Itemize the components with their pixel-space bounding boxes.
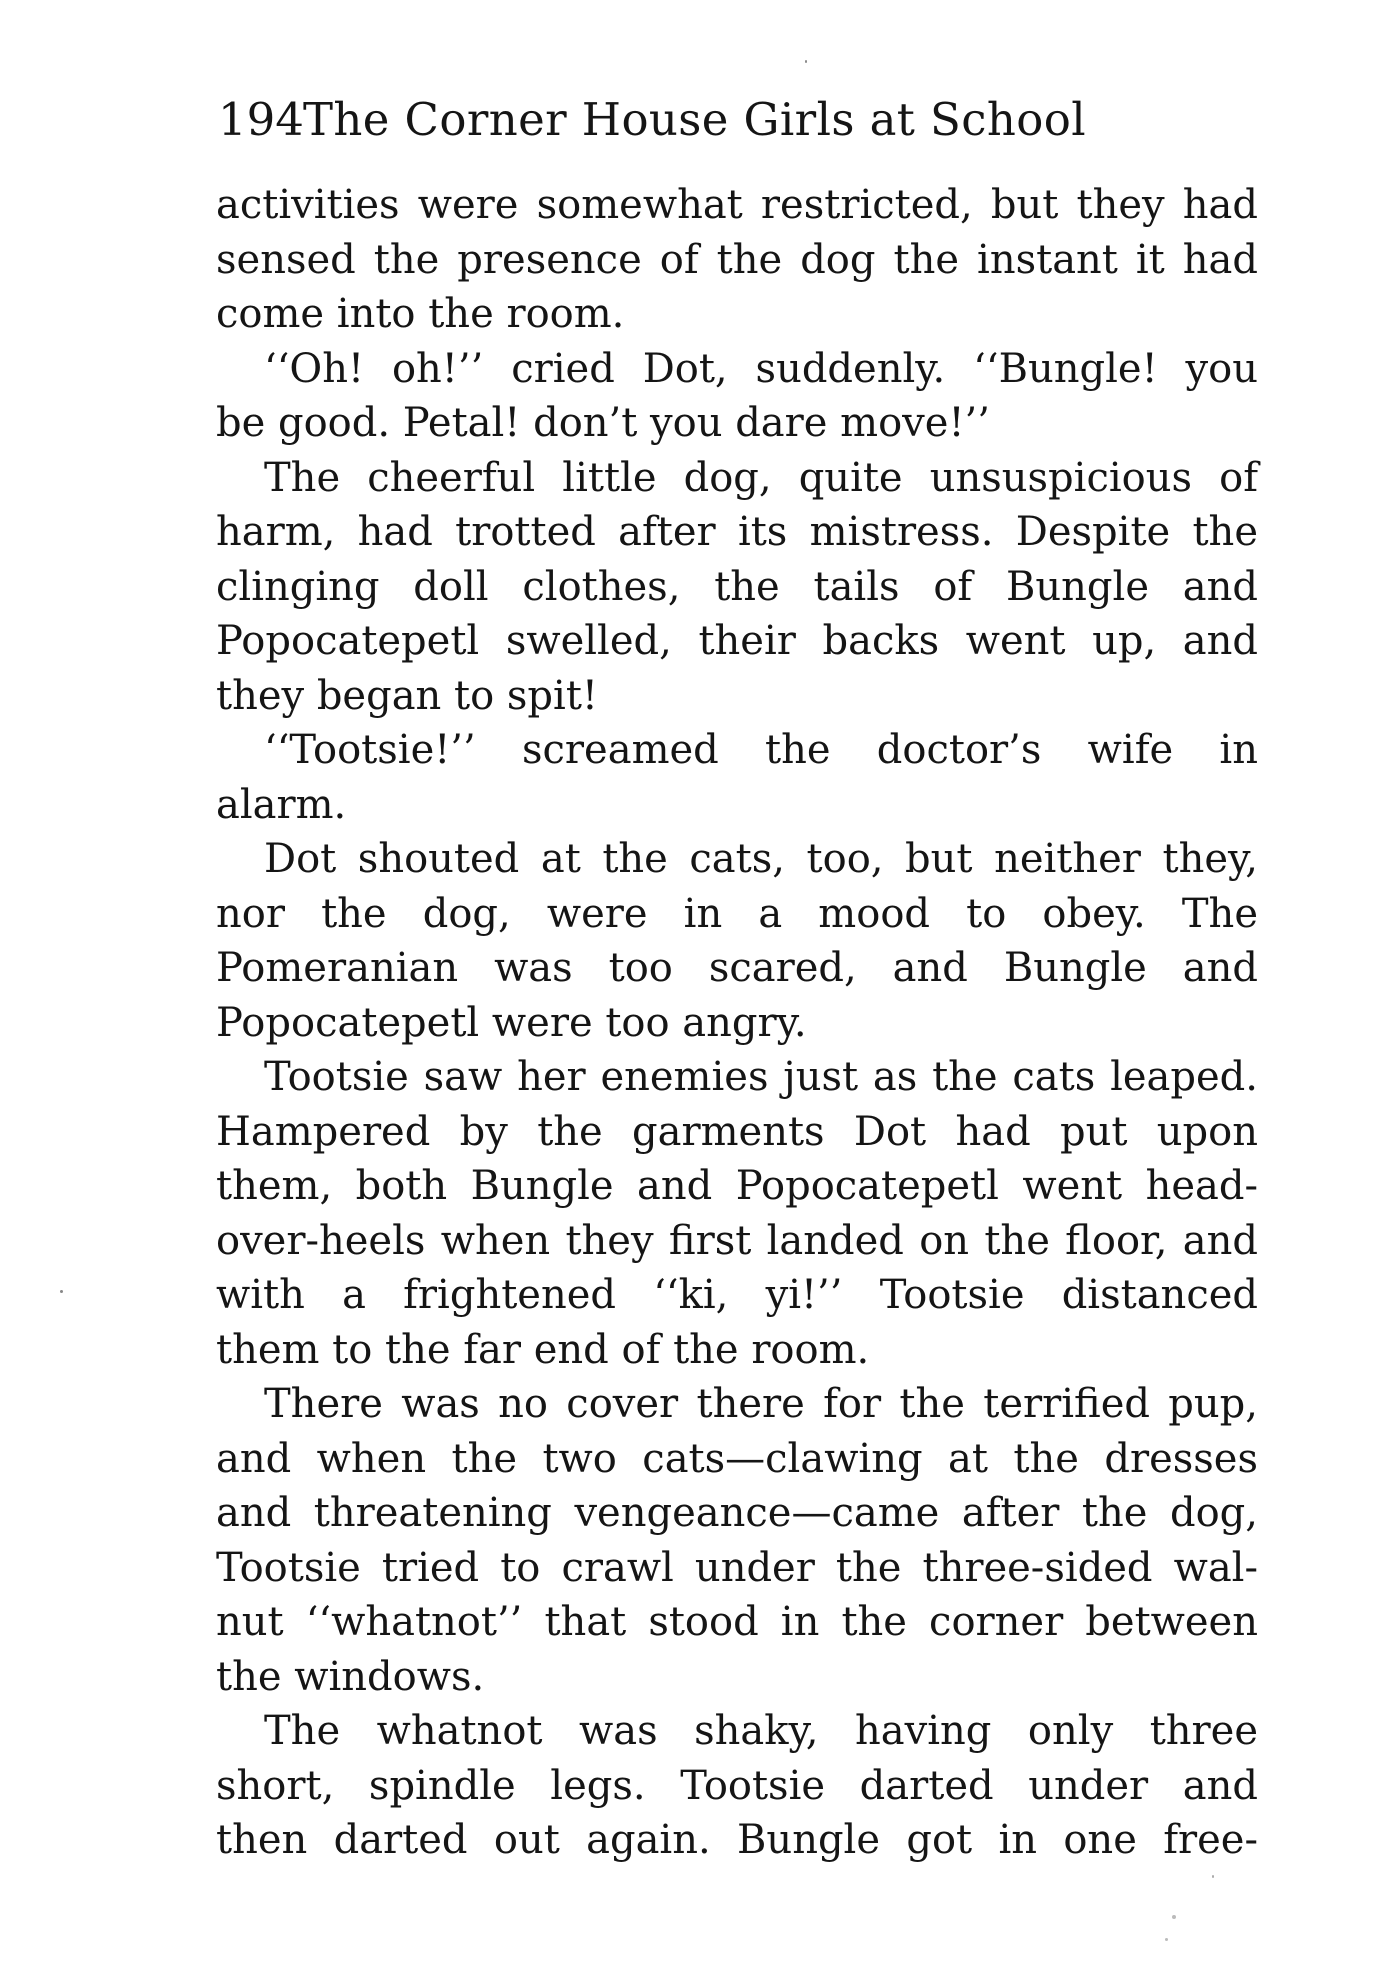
text-line: them to the far end of the room.	[216, 1326, 870, 1373]
text-line: There was no cover there for the terrified pup,	[264, 1381, 1258, 1427]
running-header	[218, 90, 1173, 150]
text-line: Tootsie saw her enemies just as the cats leaped.	[264, 1054, 1258, 1100]
text-line: Dot shouted at the cats, too, but neither they,	[264, 836, 1258, 882]
text-line: activities were somewhat restricted, but they had	[216, 182, 1258, 228]
text-line: and threatening vengeance—came after the dog,	[216, 1490, 1258, 1536]
paragraph	[216, 178, 1258, 342]
text-line: over-heels when they first landed on the floor, and	[216, 1217, 1258, 1264]
paragraph	[216, 451, 1258, 724]
text-line: ‘‘Oh! oh!’’ cried Dot, suddenly. ‘‘Bungle! you	[264, 345, 1258, 392]
text-line: then darted out again. Bungle got in one free-	[216, 1817, 1258, 1863]
text-line: Hampered by the garments Dot had put upon	[216, 1108, 1258, 1155]
text-line: sensed the presence of the dog the instant it had	[216, 236, 1258, 283]
text-line: ‘‘Tootsie!’’ screamed the doctor’s wife in	[264, 727, 1258, 773]
scan-speck	[1212, 1875, 1214, 1878]
text-line: with a frightened ‘‘ki, yi!’’ Tootsie distanced	[216, 1272, 1258, 1318]
paragraph	[216, 832, 1258, 1050]
scan-speck	[1172, 1915, 1176, 1919]
paragraph	[216, 1377, 1258, 1704]
text-line: come into the room.	[216, 291, 625, 337]
page-number: 194	[218, 93, 304, 146]
paragraph	[216, 723, 1258, 832]
text-line: Tootsie tried to crawl under the three-sided wal-	[216, 1544, 1258, 1591]
running-title: The Corner House Girls at School	[303, 93, 1086, 146]
text-line: alarm.	[216, 781, 347, 828]
body-text	[216, 178, 1258, 1868]
text-line: clinging doll clothes, the tails of Bungle and	[216, 563, 1258, 610]
scan-speck	[60, 1290, 63, 1293]
scan-speck	[805, 60, 807, 63]
text-line: short, spindle legs. Tootsie darted under and	[216, 1762, 1258, 1809]
text-line: them, both Bungle and Popocatepetl went head-	[216, 1163, 1258, 1209]
text-line: Pomeranian was too scared, and Bungle and	[216, 945, 1258, 991]
text-line: and when the two cats—clawing at the dresses	[216, 1435, 1258, 1482]
scan-speck	[1165, 1938, 1168, 1941]
paragraph	[216, 1050, 1258, 1377]
text-line: be good. Petal! don’t you dare move!’’	[216, 400, 990, 446]
paragraph	[216, 342, 1258, 451]
text-line: The cheerful little dog, quite unsuspicious of	[264, 454, 1258, 501]
text-line: the windows.	[216, 1653, 485, 1700]
paragraph	[216, 1704, 1258, 1868]
text-line: nor the dog, were in a mood to obey. The	[216, 890, 1258, 937]
text-line: harm, had trotted after its mistress. Despite the	[216, 509, 1258, 555]
text-line: nut ‘‘whatnot’’ that stood in the corner between	[216, 1599, 1258, 1645]
text-line: they began to spit!	[216, 672, 598, 719]
text-line: Popocatepetl were too angry.	[216, 999, 807, 1046]
text-line: Popocatepetl swelled, their backs went up, and	[216, 618, 1258, 664]
text-line: The whatnot was shaky, having only three	[264, 1708, 1258, 1754]
